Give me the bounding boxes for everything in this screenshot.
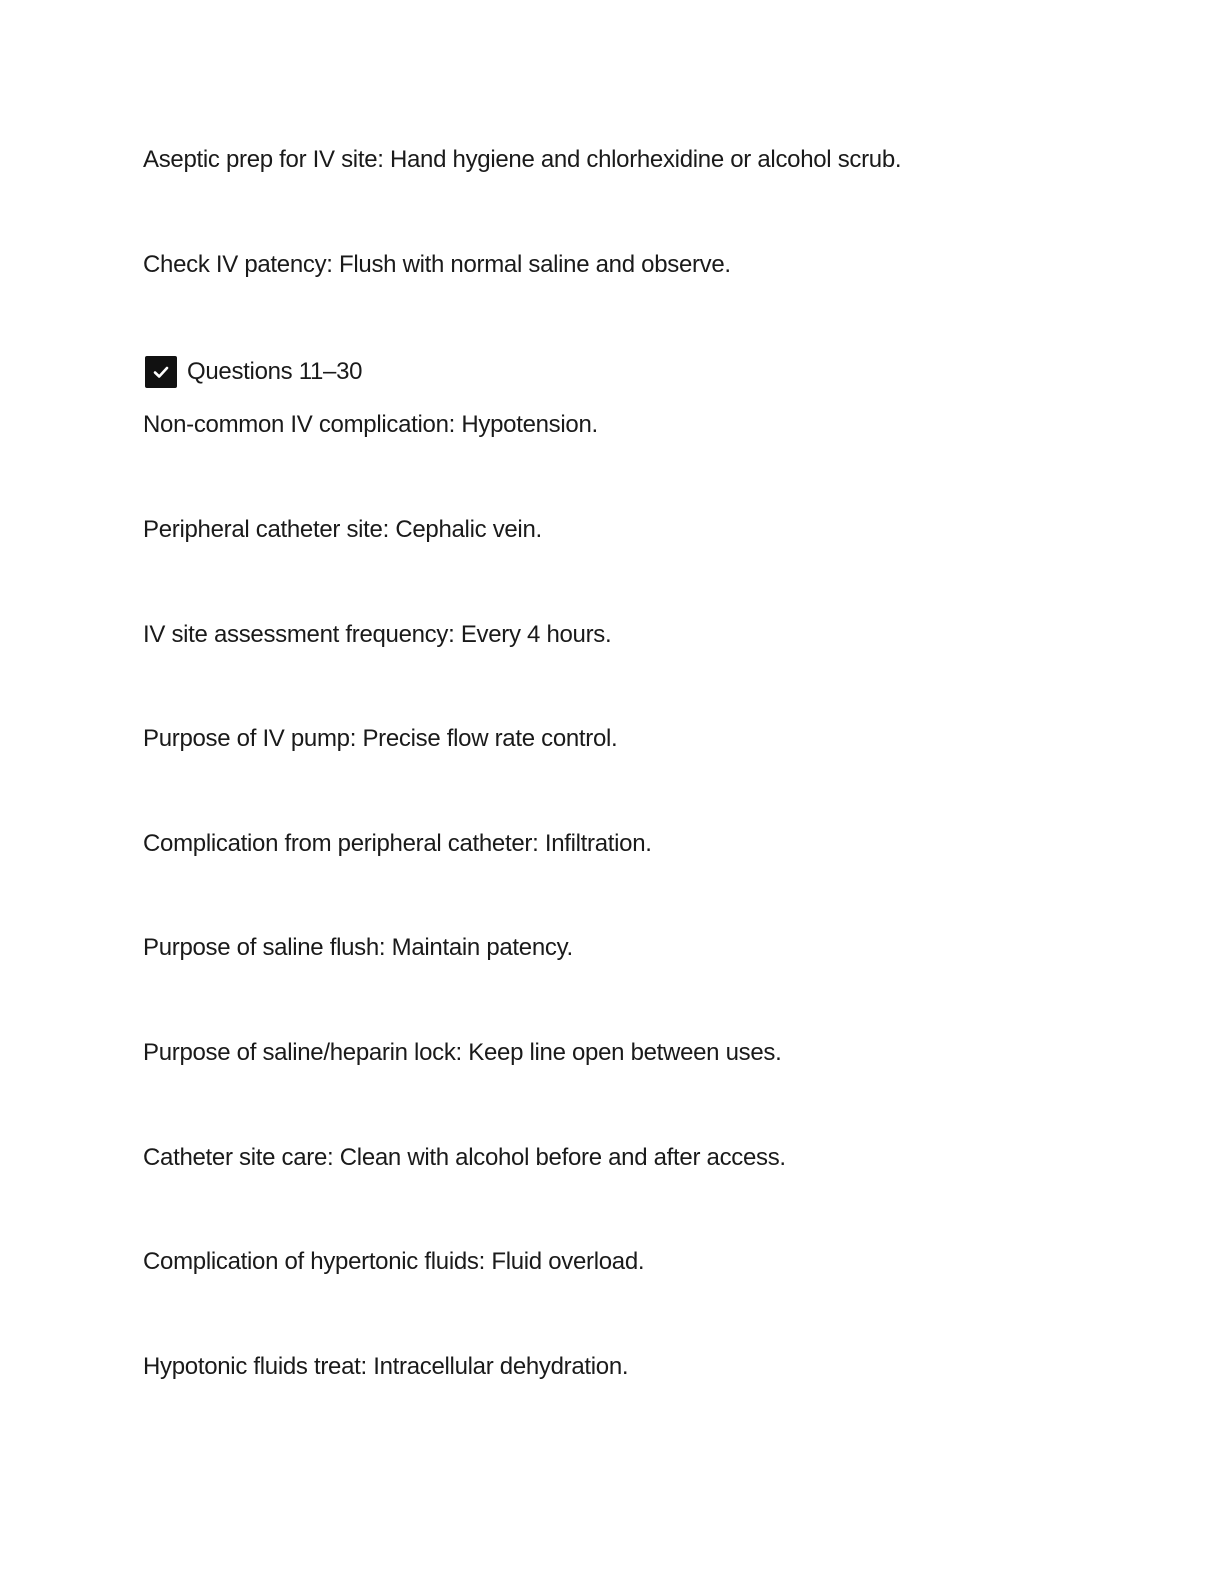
list-item: Catheter site care: Clean with alcohol before and after access. xyxy=(143,1144,786,1171)
list-item: Complication from peripheral catheter: Infiltration. xyxy=(143,830,652,857)
list-item: Hypotonic fluids treat: Intracellular dehydration. xyxy=(143,1353,629,1380)
intro-line-check-patency: Check IV patency: Flush with normal saline and observe. xyxy=(143,251,731,278)
check-mark-icon xyxy=(145,356,177,388)
list-item: Purpose of saline flush: Maintain patency. xyxy=(143,934,573,961)
list-item: IV site assessment frequency: Every 4 hours. xyxy=(143,621,612,648)
list-item: Complication of hypertonic fluids: Fluid overload. xyxy=(143,1248,645,1275)
list-item: Purpose of saline/heparin lock: Keep line open between uses. xyxy=(143,1039,782,1066)
section-heading xyxy=(145,356,362,388)
intro-line-aseptic-prep: Aseptic prep for IV site: Hand hygiene and chlorhexidine or alcohol scrub. xyxy=(143,146,902,173)
list-item: Non-common IV complication: Hypotension. xyxy=(143,411,598,438)
list-item: Purpose of IV pump: Precise flow rate control. xyxy=(143,725,618,752)
list-item: Peripheral catheter site: Cephalic vein. xyxy=(143,516,542,543)
section-title: Questions 11–30 xyxy=(187,358,363,385)
